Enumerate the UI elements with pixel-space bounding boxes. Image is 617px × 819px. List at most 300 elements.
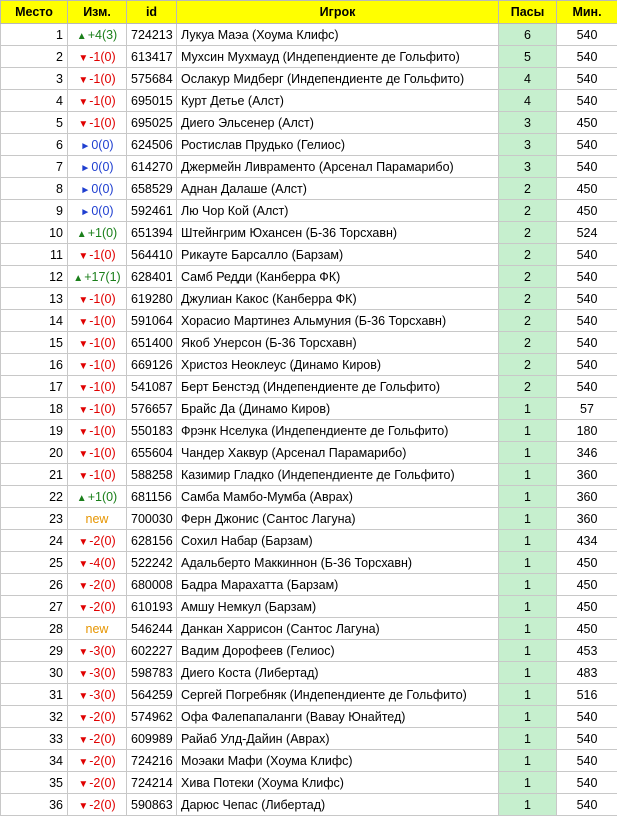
change-cell — [68, 684, 127, 706]
passes-cell: 1 — [499, 574, 557, 596]
player-cell: Вадим Дорофеев (Гелиос) — [177, 640, 499, 662]
id-cell: 651400 — [127, 332, 177, 354]
player-cell: Самб Редди (Канберра ФК) — [177, 266, 499, 288]
change-cell — [68, 420, 127, 442]
change-cell — [68, 288, 127, 310]
id-cell: 602227 — [127, 640, 177, 662]
minutes-cell: 540 — [557, 68, 617, 90]
id-cell: 724213 — [127, 24, 177, 46]
rank-cell: 22 — [1, 486, 68, 508]
arrow-right-icon: ► — [80, 206, 91, 218]
minutes-cell: 540 — [557, 288, 617, 310]
rank-cell: 7 — [1, 156, 68, 178]
change-cell — [68, 552, 127, 574]
table-row — [1, 794, 617, 816]
id-cell: 695025 — [127, 112, 177, 134]
change-value: -1(0) — [89, 445, 116, 460]
player-cell: Адальберто Маккиннон (Б-36 Торсхавн) — [177, 552, 499, 574]
minutes-cell: 450 — [557, 200, 617, 222]
rank-cell: 10 — [1, 222, 68, 244]
player-cell: Штейнгрим Юхансен (Б-36 Торсхавн) — [177, 222, 499, 244]
passes-cell: 4 — [499, 68, 557, 90]
rank-cell: 20 — [1, 442, 68, 464]
change-value: -1(0) — [89, 247, 116, 262]
arrow-up-icon: ▲ — [73, 272, 84, 284]
player-cell: Ферн Джонис (Сантос Лагуна) — [177, 508, 499, 530]
change-value: -1(0) — [89, 357, 116, 372]
change-value: -2(0) — [89, 753, 116, 768]
id-cell: 628156 — [127, 530, 177, 552]
id-cell: 680008 — [127, 574, 177, 596]
id-cell: 724214 — [127, 772, 177, 794]
table-row — [1, 244, 617, 266]
change-value: -1(0) — [89, 291, 116, 306]
player-cell: Самба Мамбо-Мумба (Аврах) — [177, 486, 499, 508]
player-cell: Райаб Улд-Дайин (Аврах) — [177, 728, 499, 750]
player-cell: Лукуа Маэа (Хоума Клифс) — [177, 24, 499, 46]
id-cell: 614270 — [127, 156, 177, 178]
table-row — [1, 684, 617, 706]
change-cell — [68, 134, 127, 156]
id-cell: 564410 — [127, 244, 177, 266]
arrow-down-icon: ▼ — [78, 778, 89, 790]
change-cell — [68, 442, 127, 464]
rank-cell: 5 — [1, 112, 68, 134]
minutes-cell: 516 — [557, 684, 617, 706]
arrow-down-icon: ▼ — [78, 690, 89, 702]
id-cell: 576657 — [127, 398, 177, 420]
change-cell — [68, 332, 127, 354]
id-cell: 588258 — [127, 464, 177, 486]
id-cell: 609989 — [127, 728, 177, 750]
player-cell: Ростислав Прудько (Гелиос) — [177, 134, 499, 156]
arrow-down-icon: ▼ — [78, 756, 89, 768]
minutes-cell: 450 — [557, 178, 617, 200]
rank-cell: 29 — [1, 640, 68, 662]
passes-cell: 2 — [499, 310, 557, 332]
id-cell: 522242 — [127, 552, 177, 574]
id-cell: 550183 — [127, 420, 177, 442]
passes-cell: 2 — [499, 244, 557, 266]
change-cell — [68, 178, 127, 200]
passes-cell: 1 — [499, 706, 557, 728]
header-id: id — [127, 1, 177, 24]
minutes-cell: 524 — [557, 222, 617, 244]
passes-cell: 2 — [499, 222, 557, 244]
rank-cell: 24 — [1, 530, 68, 552]
rank-cell: 21 — [1, 464, 68, 486]
rank-cell: 31 — [1, 684, 68, 706]
id-cell: 619280 — [127, 288, 177, 310]
table-row — [1, 662, 617, 684]
rank-cell: 35 — [1, 772, 68, 794]
change-cell — [68, 750, 127, 772]
rank-cell: 4 — [1, 90, 68, 112]
player-cell: Диего Эльсенер (Алст) — [177, 112, 499, 134]
table-row — [1, 750, 617, 772]
change-value: -1(0) — [89, 401, 116, 416]
passes-cell: 1 — [499, 640, 557, 662]
player-cell: Хорасио Мартинез Альмуния (Б-36 Торсхавн) — [177, 310, 499, 332]
id-cell: 591064 — [127, 310, 177, 332]
table-row — [1, 442, 617, 464]
header-rank: Место — [1, 1, 68, 24]
minutes-cell: 450 — [557, 112, 617, 134]
change-value: 0(0) — [91, 203, 114, 218]
player-cell: Христоз Неоклеус (Динамо Киров) — [177, 354, 499, 376]
id-cell: 590863 — [127, 794, 177, 816]
change-value: -1(0) — [89, 467, 116, 482]
table-row — [1, 46, 617, 68]
header-row — [1, 1, 617, 24]
rank-cell: 33 — [1, 728, 68, 750]
id-cell: 655604 — [127, 442, 177, 464]
table-row — [1, 288, 617, 310]
passes-cell: 2 — [499, 266, 557, 288]
minutes-cell: 360 — [557, 508, 617, 530]
arrow-right-icon: ► — [80, 140, 91, 152]
table-row — [1, 156, 617, 178]
player-cell: Диего Коста (Либертад) — [177, 662, 499, 684]
change-cell — [68, 222, 127, 244]
minutes-cell: 540 — [557, 354, 617, 376]
arrow-down-icon: ▼ — [78, 558, 89, 570]
table-row — [1, 200, 617, 222]
passes-cell: 1 — [499, 464, 557, 486]
rank-cell: 11 — [1, 244, 68, 266]
change-cell — [68, 90, 127, 112]
id-cell: 651394 — [127, 222, 177, 244]
change-cell — [68, 464, 127, 486]
change-cell — [68, 486, 127, 508]
change-value: +17(1) — [84, 269, 121, 284]
player-cell: Казимир Гладко (Индепендиенте де Гольфито) — [177, 464, 499, 486]
rank-cell: 30 — [1, 662, 68, 684]
arrow-down-icon: ▼ — [78, 382, 89, 394]
change-value: +1(0) — [87, 489, 118, 504]
table-row — [1, 68, 617, 90]
change-cell — [68, 200, 127, 222]
passes-cell: 1 — [499, 728, 557, 750]
player-cell: Чандер Хаквур (Арсенал Парамарибо) — [177, 442, 499, 464]
table-row — [1, 618, 617, 640]
rank-cell: 34 — [1, 750, 68, 772]
minutes-cell: 346 — [557, 442, 617, 464]
passes-cell: 2 — [499, 354, 557, 376]
change-cell — [68, 574, 127, 596]
player-cell: Аднан Далаше (Алст) — [177, 178, 499, 200]
passes-cell: 2 — [499, 288, 557, 310]
header-player: Игрок — [177, 1, 499, 24]
rank-cell: 6 — [1, 134, 68, 156]
rank-cell: 16 — [1, 354, 68, 376]
minutes-cell: 360 — [557, 486, 617, 508]
table-row — [1, 266, 617, 288]
minutes-cell: 540 — [557, 244, 617, 266]
rank-cell: 28 — [1, 618, 68, 640]
change-cell — [68, 508, 127, 530]
rank-cell: 8 — [1, 178, 68, 200]
change-value: -1(0) — [89, 115, 116, 130]
arrow-down-icon: ▼ — [78, 734, 89, 746]
arrow-down-icon: ▼ — [78, 668, 89, 680]
rank-cell: 26 — [1, 574, 68, 596]
header-change: Изм. — [68, 1, 127, 24]
passes-cell: 1 — [499, 486, 557, 508]
player-cell: Амшу Немкул (Барзам) — [177, 596, 499, 618]
table-row — [1, 420, 617, 442]
table-row — [1, 354, 617, 376]
change-value: -2(0) — [89, 797, 116, 812]
player-cell: Дарюс Чепас (Либертад) — [177, 794, 499, 816]
table-row — [1, 508, 617, 530]
passes-cell: 2 — [499, 200, 557, 222]
arrow-down-icon: ▼ — [78, 712, 89, 724]
arrow-down-icon: ▼ — [78, 294, 89, 306]
table-row — [1, 728, 617, 750]
table-row — [1, 574, 617, 596]
minutes-cell: 540 — [557, 706, 617, 728]
rank-cell: 27 — [1, 596, 68, 618]
passes-cell: 1 — [499, 772, 557, 794]
change-value: -2(0) — [89, 577, 116, 592]
id-cell: 658529 — [127, 178, 177, 200]
player-cell: Курт Детье (Алст) — [177, 90, 499, 112]
rank-cell: 19 — [1, 420, 68, 442]
arrow-down-icon: ▼ — [78, 800, 89, 812]
passes-cell: 6 — [499, 24, 557, 46]
change-value: -2(0) — [89, 709, 116, 724]
table-body — [1, 24, 617, 816]
change-value: 0(0) — [91, 159, 114, 174]
arrow-down-icon: ▼ — [78, 338, 89, 350]
player-cell: Джулиан Какос (Канберра ФК) — [177, 288, 499, 310]
change-cell — [68, 728, 127, 750]
minutes-cell: 540 — [557, 728, 617, 750]
minutes-cell: 540 — [557, 332, 617, 354]
header-minutes: Мин. — [557, 1, 617, 24]
id-cell: 695015 — [127, 90, 177, 112]
player-cell: Якоб Унерсон (Б-36 Торсхавн) — [177, 332, 499, 354]
arrow-down-icon: ▼ — [78, 404, 89, 416]
change-value: -1(0) — [89, 313, 116, 328]
id-cell: 669126 — [127, 354, 177, 376]
change-value: -2(0) — [89, 731, 116, 746]
table-row — [1, 178, 617, 200]
passes-cell: 1 — [499, 662, 557, 684]
rank-cell: 36 — [1, 794, 68, 816]
minutes-cell: 540 — [557, 46, 617, 68]
arrow-down-icon: ▼ — [78, 74, 89, 86]
header-passes: Пасы — [499, 1, 557, 24]
change-cell — [68, 640, 127, 662]
minutes-cell: 540 — [557, 750, 617, 772]
change-cell — [68, 794, 127, 816]
passes-cell: 1 — [499, 794, 557, 816]
minutes-cell: 540 — [557, 266, 617, 288]
change-value: new — [85, 511, 109, 526]
passes-cell: 2 — [499, 376, 557, 398]
passes-cell: 1 — [499, 596, 557, 618]
table-row — [1, 552, 617, 574]
passes-cell: 1 — [499, 530, 557, 552]
rank-cell: 32 — [1, 706, 68, 728]
passes-cell: 3 — [499, 134, 557, 156]
player-cell: Лю Чор Кой (Алст) — [177, 200, 499, 222]
change-cell — [68, 618, 127, 640]
passes-cell: 1 — [499, 508, 557, 530]
change-cell — [68, 772, 127, 794]
change-cell — [68, 530, 127, 552]
player-cell: Берт Бенстэд (Индепендиенте де Гольфито) — [177, 376, 499, 398]
id-cell: 546244 — [127, 618, 177, 640]
change-cell — [68, 156, 127, 178]
table-row — [1, 706, 617, 728]
table-row — [1, 310, 617, 332]
change-cell — [68, 24, 127, 46]
arrow-up-icon: ▲ — [76, 228, 87, 240]
table-row — [1, 486, 617, 508]
passes-cell: 1 — [499, 442, 557, 464]
id-cell: 575684 — [127, 68, 177, 90]
minutes-cell: 434 — [557, 530, 617, 552]
table-row — [1, 464, 617, 486]
table-row — [1, 24, 617, 46]
table-row — [1, 376, 617, 398]
id-cell: 624506 — [127, 134, 177, 156]
id-cell: 613417 — [127, 46, 177, 68]
rank-cell: 1 — [1, 24, 68, 46]
change-cell — [68, 310, 127, 332]
minutes-cell: 450 — [557, 618, 617, 640]
player-cell: Моэаки Мафи (Хоума Клифс) — [177, 750, 499, 772]
minutes-cell: 540 — [557, 310, 617, 332]
change-value: 0(0) — [91, 137, 114, 152]
arrow-up-icon: ▲ — [76, 492, 87, 504]
passes-cell: 2 — [499, 332, 557, 354]
arrow-down-icon: ▼ — [78, 118, 89, 130]
minutes-cell: 540 — [557, 156, 617, 178]
arrow-down-icon: ▼ — [78, 536, 89, 548]
passes-cell: 1 — [499, 750, 557, 772]
arrow-down-icon: ▼ — [78, 646, 89, 658]
change-value: -3(0) — [89, 687, 116, 702]
passes-cell: 2 — [499, 178, 557, 200]
change-cell — [68, 662, 127, 684]
change-value: -3(0) — [89, 665, 116, 680]
passes-cell: 1 — [499, 398, 557, 420]
change-cell — [68, 398, 127, 420]
change-value: -4(0) — [89, 555, 116, 570]
player-cell: Бадра Марахатта (Барзам) — [177, 574, 499, 596]
passes-cell: 1 — [499, 618, 557, 640]
change-value: +1(0) — [87, 225, 118, 240]
passes-cell: 1 — [499, 684, 557, 706]
change-value: -1(0) — [89, 335, 116, 350]
change-cell — [68, 244, 127, 266]
arrow-down-icon: ▼ — [78, 250, 89, 262]
change-cell — [68, 266, 127, 288]
minutes-cell: 450 — [557, 596, 617, 618]
id-cell: 628401 — [127, 266, 177, 288]
change-value: new — [85, 621, 109, 636]
arrow-down-icon: ▼ — [78, 52, 89, 64]
id-cell: 592461 — [127, 200, 177, 222]
rank-cell: 15 — [1, 332, 68, 354]
change-cell — [68, 68, 127, 90]
change-value: -1(0) — [89, 379, 116, 394]
minutes-cell: 57 — [557, 398, 617, 420]
player-cell: Рикауте Барсалло (Барзам) — [177, 244, 499, 266]
rank-cell: 23 — [1, 508, 68, 530]
player-cell: Ослакур Мидберг (Индепендиенте де Гольфито) — [177, 68, 499, 90]
table-row — [1, 772, 617, 794]
player-cell: Фрэнк Нселука (Индепендиенте де Гольфито) — [177, 420, 499, 442]
change-value: 0(0) — [91, 181, 114, 196]
minutes-cell: 540 — [557, 376, 617, 398]
arrow-down-icon: ▼ — [78, 448, 89, 460]
player-cell: Джермейн Ливраменто (Арсенал Парамарибо) — [177, 156, 499, 178]
arrow-down-icon: ▼ — [78, 96, 89, 108]
id-cell: 700030 — [127, 508, 177, 530]
minutes-cell: 540 — [557, 24, 617, 46]
table-row — [1, 398, 617, 420]
change-value: -3(0) — [89, 643, 116, 658]
table-row — [1, 332, 617, 354]
change-value: -1(0) — [89, 93, 116, 108]
passes-cell: 4 — [499, 90, 557, 112]
change-value: -1(0) — [89, 71, 116, 86]
minutes-cell: 483 — [557, 662, 617, 684]
arrow-right-icon: ► — [80, 162, 91, 174]
change-cell — [68, 46, 127, 68]
rank-cell: 17 — [1, 376, 68, 398]
change-value: -1(0) — [89, 49, 116, 64]
arrow-right-icon: ► — [80, 184, 91, 196]
arrow-down-icon: ▼ — [78, 426, 89, 438]
minutes-cell: 360 — [557, 464, 617, 486]
passes-cell: 1 — [499, 552, 557, 574]
rank-cell: 9 — [1, 200, 68, 222]
table-row — [1, 596, 617, 618]
player-cell: Сергей Погребняк (Индепендиенте де Гольфито) — [177, 684, 499, 706]
passes-cell: 5 — [499, 46, 557, 68]
arrow-down-icon: ▼ — [78, 316, 89, 328]
arrow-down-icon: ▼ — [78, 360, 89, 372]
table-row — [1, 90, 617, 112]
change-cell — [68, 376, 127, 398]
table-row — [1, 640, 617, 662]
passes-cell: 3 — [499, 112, 557, 134]
rank-cell: 12 — [1, 266, 68, 288]
arrow-down-icon: ▼ — [78, 580, 89, 592]
arrow-up-icon: ▲ — [76, 30, 87, 42]
id-cell: 574962 — [127, 706, 177, 728]
change-cell — [68, 112, 127, 134]
id-cell: 564259 — [127, 684, 177, 706]
passes-cell: 3 — [499, 156, 557, 178]
change-cell — [68, 596, 127, 618]
player-cell: Мухсин Мухмауд (Индепендиенте де Гольфито) — [177, 46, 499, 68]
arrow-down-icon: ▼ — [78, 470, 89, 482]
player-cell: Брайс Да (Динамо Киров) — [177, 398, 499, 420]
rank-cell: 2 — [1, 46, 68, 68]
player-cell: Офа Фалепапаланги (Вавау Юнайтед) — [177, 706, 499, 728]
minutes-cell: 540 — [557, 794, 617, 816]
rank-cell: 18 — [1, 398, 68, 420]
rank-cell: 3 — [1, 68, 68, 90]
table-row — [1, 134, 617, 156]
